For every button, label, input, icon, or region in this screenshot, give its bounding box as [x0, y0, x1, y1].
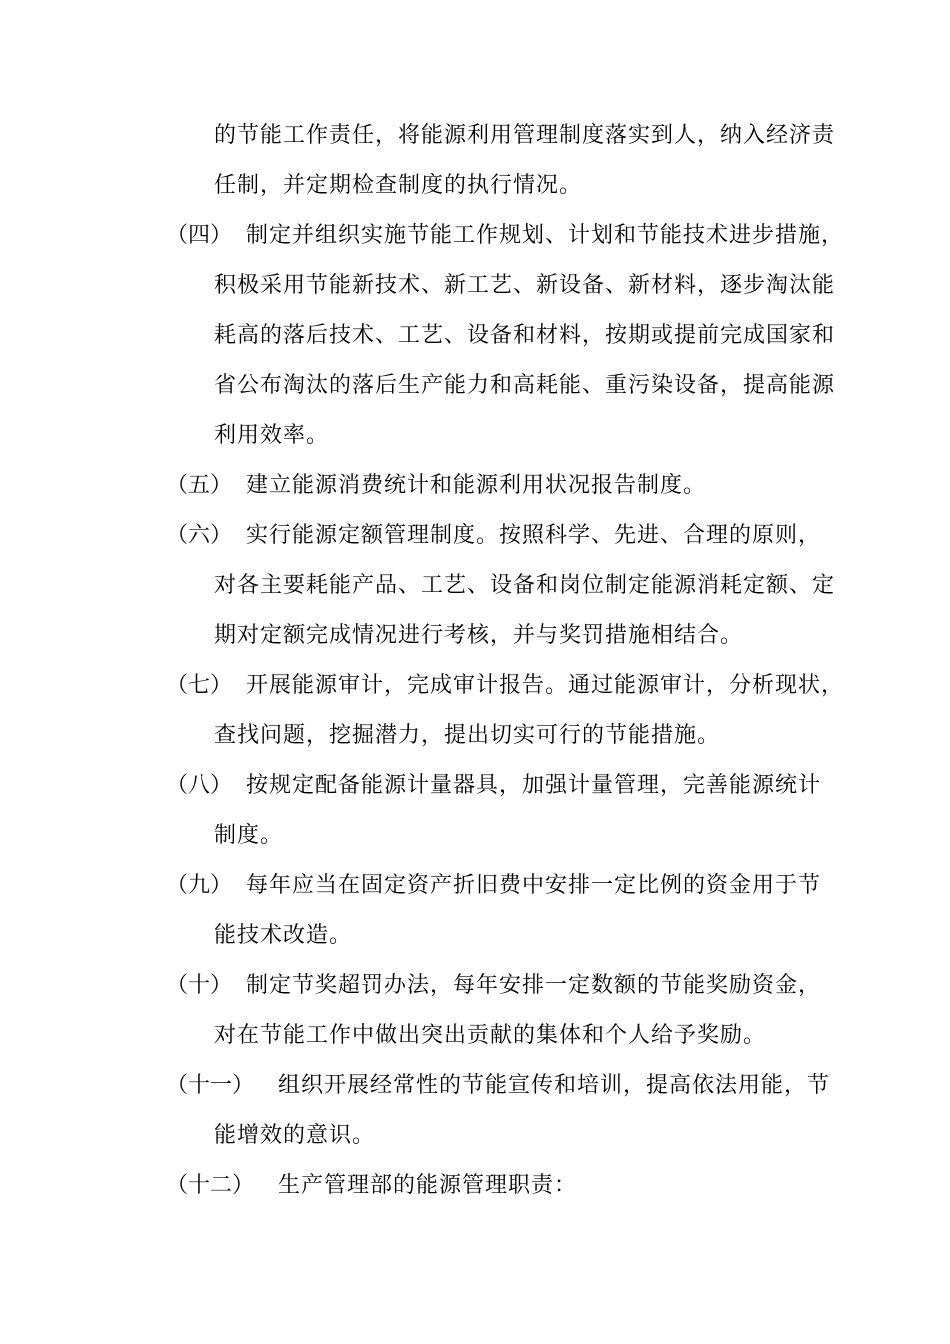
item-number: （十） — [166, 973, 233, 998]
item-text-line: 每年应当在固定资产折旧费中安排一定比例的资金用于节 — [246, 873, 822, 898]
item-text-line: 制定节奖超罚办法，每年安排一定数额的节能奖励资金， — [246, 973, 822, 998]
item-text-line: 能技术改造。 — [214, 923, 353, 948]
item-text-line: 生产管理部的能源管理职责： — [278, 1173, 578, 1198]
intro-line: 任制，并定期检查制度的执行情况。 — [214, 173, 583, 198]
item-text-line: 能增效的意识。 — [214, 1123, 376, 1148]
item-text-line: 制定并组织实施节能工作规划、计划和节能技术进步措施， — [246, 223, 845, 248]
item-text-line: 制度。 — [214, 823, 284, 848]
item-text-line: 积极采用节能新技术、新工艺、新设备、新材料，逐步淘汰能 — [214, 273, 836, 298]
item-number: （六） — [166, 523, 233, 548]
item-text-line: 对在节能工作中做出突出贡献的集体和个人给予奖励。 — [214, 1023, 767, 1048]
item-number: （五） — [166, 473, 233, 498]
item-text-line: 耗高的落后技术、工艺、设备和材料，按期或提前完成国家和 — [214, 323, 836, 348]
item-number: （十一） — [166, 1073, 255, 1098]
item-number: （十二） — [166, 1173, 255, 1198]
item-text-line: 利用效率。 — [214, 423, 330, 448]
item-text-line: 组织开展经常性的节能宣传和培训，提高依法用能，节 — [278, 1073, 831, 1098]
item-text-line: 对各主要耗能产品、工艺、设备和岗位制定能源消耗定额、定 — [214, 573, 836, 598]
item-text-line: 建立能源消费统计和能源利用状况报告制度。 — [246, 473, 707, 498]
item-text-line: 按规定配备能源计量器具，加强计量管理，完善能源统计 — [246, 773, 822, 798]
item-number: （七） — [166, 673, 233, 698]
item-number: （九） — [166, 873, 233, 898]
item-number: （八） — [166, 773, 233, 798]
item-text-line: 查找问题，挖掘潜力，提出切实可行的节能措施。 — [214, 723, 721, 748]
item-number: （四） — [166, 223, 233, 248]
item-text-line: 实行能源定额管理制度。按照科学、先进、合理的原则， — [246, 523, 822, 548]
item-text-line: 开展能源审计，完成审计报告。通过能源审计，分析现状， — [246, 673, 845, 698]
item-text-line: 省公布淘汰的落后生产能力和高耗能、重污染设备，提高能源 — [214, 373, 836, 398]
item-text-line: 期对定额完成情况进行考核，并与奖罚措施相结合。 — [214, 623, 744, 648]
intro-line: 的节能工作责任，将能源利用管理制度落实到人，纳入经济责 — [214, 123, 836, 148]
